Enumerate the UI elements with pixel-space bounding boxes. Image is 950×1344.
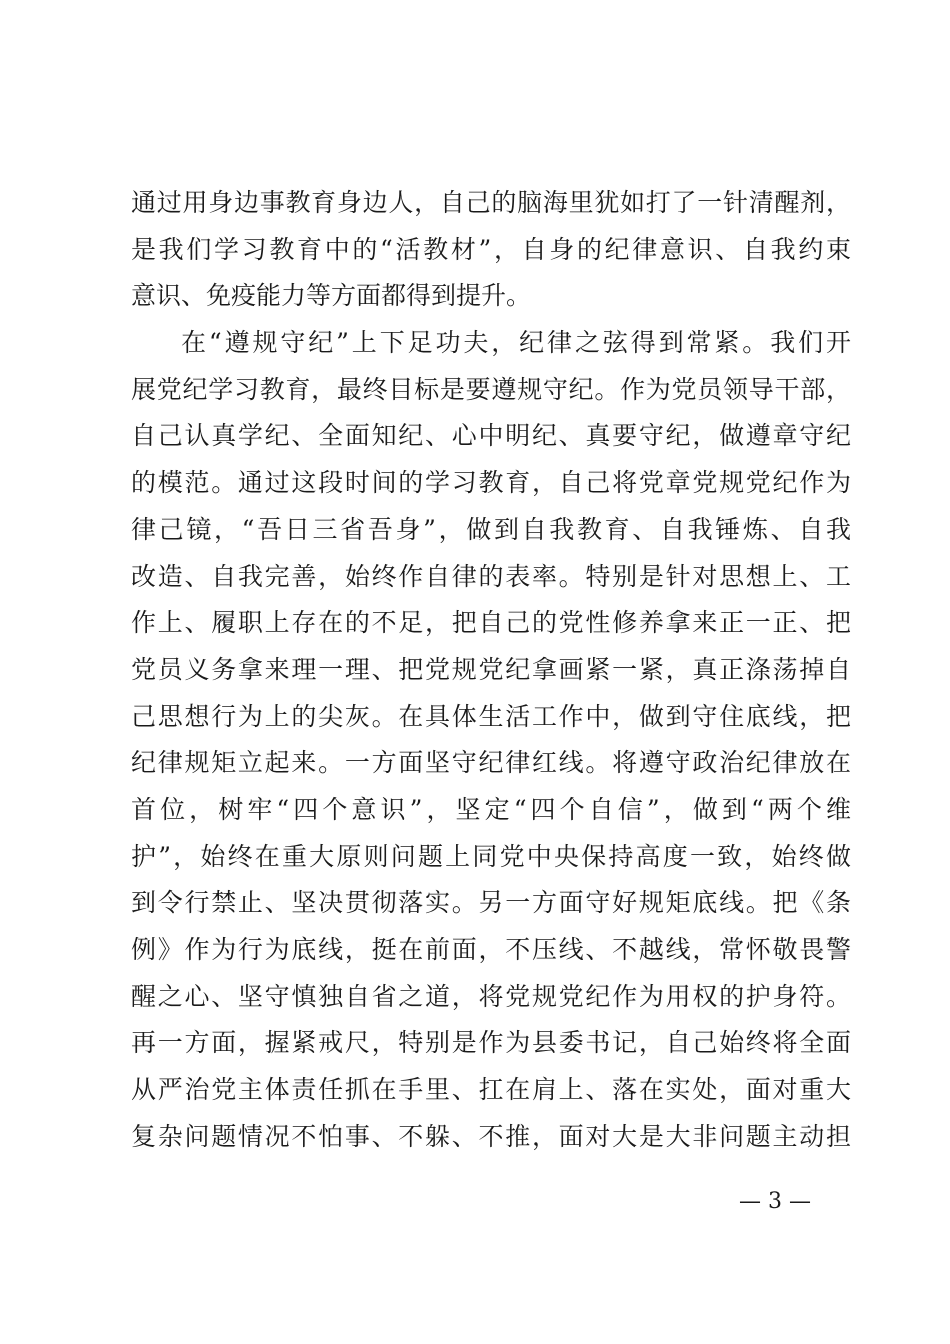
page-number: — 3 —: [739, 1189, 811, 1214]
text-line: 在“遵规守纪”上下足功夫，纪律之弦得到常紧。我们开: [181, 328, 851, 358]
text-line: 自己认真学纪、全面知纪、心中明纪、真要守纪，做遵章守纪: [131, 421, 851, 451]
text-line: 通过用身边事教育身边人，自己的脑海里犹如打了一针清醒剂，: [131, 188, 851, 217]
text-line: 再一方面，握紧戒尺，特别是作为县委书记，自己始终将全面: [131, 1028, 851, 1058]
text-line: 纪律规矩立起来。一方面坚守纪律红线。将遵守政治纪律放在: [131, 748, 851, 778]
text-line: 律己镜，“吾日三省吾身”，做到自我教育、自我锤炼、自我: [131, 514, 851, 544]
text-line: 例》作为行为底线，挺在前面，不压线、不越线，常怀敬畏警: [131, 935, 851, 964]
text-line: 首位，树牢“四个意识”，坚定“四个自信”，做到“两个维: [131, 794, 851, 824]
text-line: 醒之心、坚守慎独自省之道，将党规党纪作为用权的护身符。: [131, 981, 851, 1011]
text-line: 到令行禁止、坚决贯彻落实。另一方面守好规矩底线。把《条: [131, 888, 851, 918]
text-line: 党员义务拿来理一理、把党规党纪拿画紧一紧，真正涤荡掉自: [131, 654, 851, 684]
text-line: 的模范。通过这段时间的学习教育，自己将党章党规党纪作为: [131, 468, 851, 498]
text-line: 己思想行为上的尖灰。在具体生活工作中，做到守住底线，把: [131, 701, 851, 731]
text-line: 意识、免疫能力等方面都得到提升。: [131, 281, 532, 311]
text-line: 展党纪学习教育，最终目标是要遵规守纪。作为党员领导干部，: [131, 374, 851, 404]
text-line: 是我们学习教育中的“活教材”，自身的纪律意识、自我约束: [131, 234, 851, 264]
text-line: 作上、履职上存在的不足，把自己的党性修养拿来正一正、把: [131, 608, 851, 638]
text-line: 护”，始终在重大原则问题上同党中央保持高度一致，始终做: [131, 841, 851, 871]
body-text: [131, 180, 851, 1160]
text-line: 从严治党主体责任抓在手里、扛在肩上、落在实处，面对重大: [131, 1075, 851, 1105]
text-line: 复杂问题情况不怕事、不躲、不推，面对大是大非问题主动担: [131, 1121, 851, 1151]
text-line: 改造、自我完善，始终作自律的表率。特别是针对思想上、工: [131, 561, 851, 591]
